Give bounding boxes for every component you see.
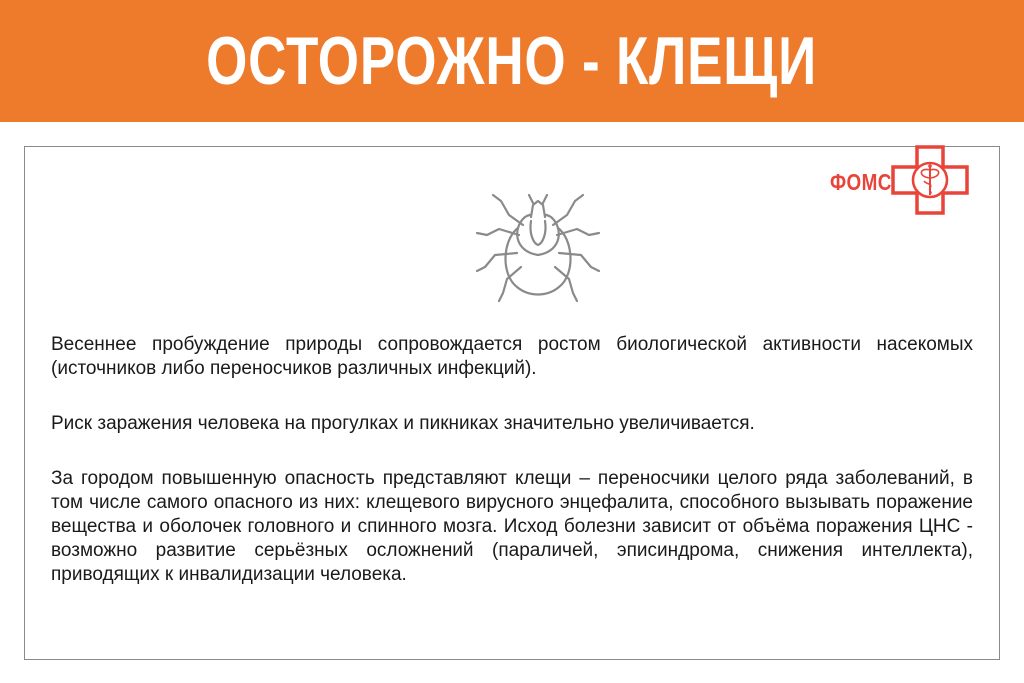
paragraph-danger: За городом повышенную опасность представляют клещи – переносчики целого ряда заболеваний, в том числе самого опасного из них: клещевого вирусного энцефалита, способного вызывать поражение вещества и оболочек головного и спинного мозга. Исход болезни зависит от объёма поражения ЦНС - возможно развитие серьёзных осложнений (параличей, эписиндрома, снижения интеллекта), приводящих к инвалидизации человека. bbox=[51, 468, 973, 585]
foms-logo bbox=[829, 145, 979, 215]
page-title: ОСТОРОЖНО - КЛЕЩИ bbox=[206, 23, 818, 99]
logo-text: ФОМС bbox=[830, 169, 892, 195]
paragraph-intro: Весеннее пробуждение природы сопровождается ростом биологической активности насекомых (источников либо переносчиков различных инфекций). bbox=[51, 334, 973, 379]
header-banner bbox=[0, 0, 1024, 122]
tick-icon bbox=[471, 181, 605, 303]
paragraph-risk: Риск заражения человека на прогулках и пикниках значительно увеличивается. bbox=[51, 413, 755, 434]
medical-cross-caduceus-icon bbox=[891, 145, 969, 215]
info-card bbox=[24, 146, 1000, 660]
article-text bbox=[51, 333, 973, 587]
